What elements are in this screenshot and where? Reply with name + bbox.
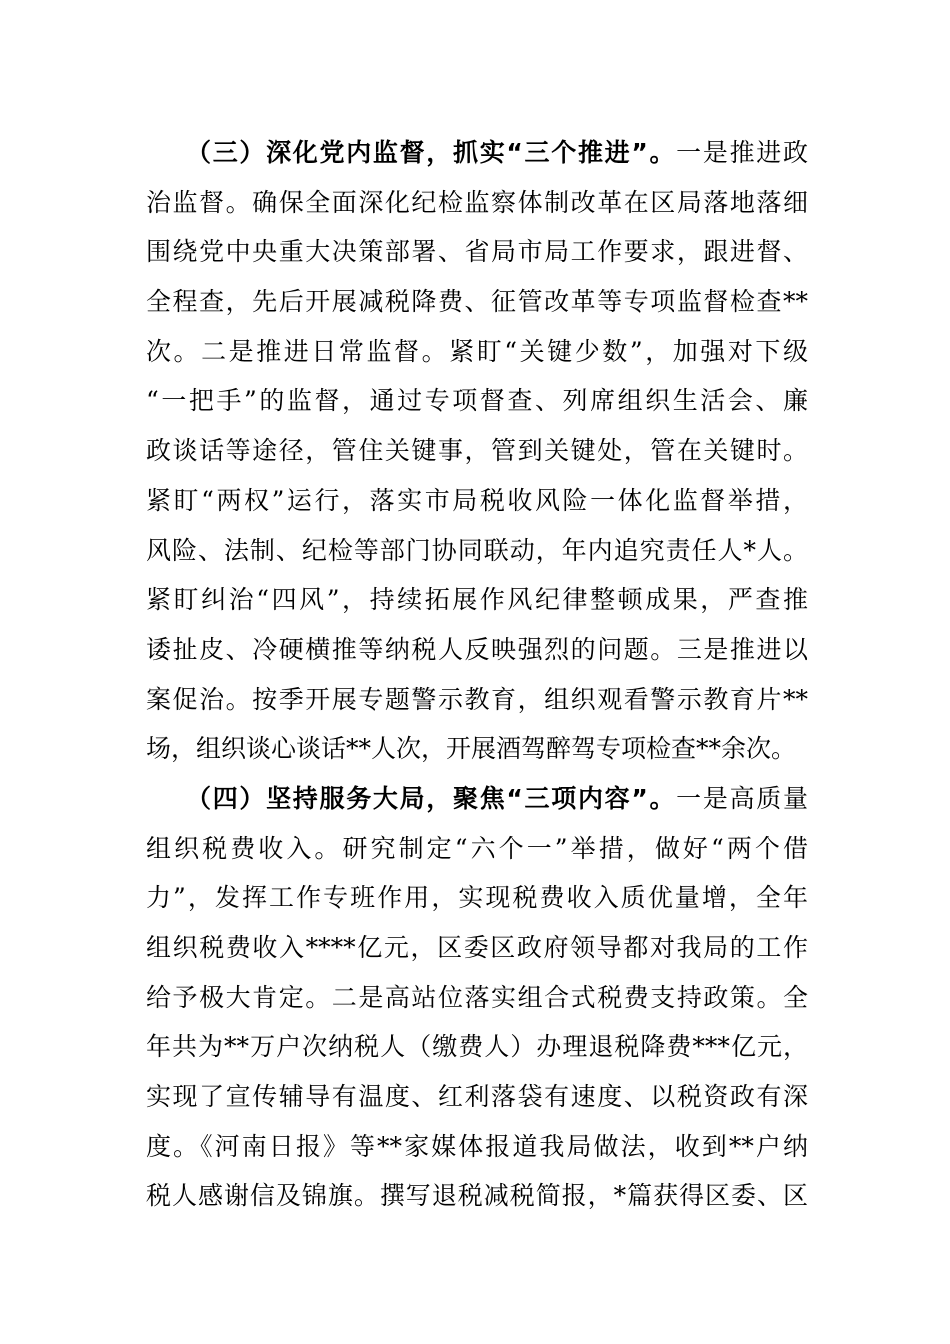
paragraph-line: 紧盯“两权”运行，落实市局税收风险一体化监督举措， [146, 485, 808, 515]
paragraph-line: 税人感谢信及锦旗。撰写退税减税简报，*篇获得区委、区 [146, 1181, 808, 1211]
section-4-heading: （四）坚持服务大局，聚焦“三项内容”。 [186, 783, 677, 813]
section-4-paragraph [146, 774, 808, 1221]
paragraph-line: 度。《河南日报》等**家媒体报道我局做法，收到**户纳 [146, 1131, 808, 1161]
section-4-line-start: 一是高质量 [676, 783, 808, 813]
paragraph-line [146, 128, 808, 178]
document-body [146, 128, 808, 1221]
paragraph-line: 诿扯皮、冷硬横推等纳税人反映强烈的问题。三是推进以 [146, 634, 808, 664]
paragraph-line: 紧盯纠治“四风”，持续拓展作风纪律整顿成果，严查推 [146, 585, 808, 615]
section-3-paragraph [146, 128, 808, 774]
paragraph-line: 案促治。按季开展专题警示教育，组织观看警示教育片** [146, 684, 808, 714]
paragraph-line: “一把手”的监督，通过专项督查、列席组织生活会、廉 [146, 386, 808, 416]
section-3-heading: （三）深化党内监督，抓实“三个推进”。 [186, 138, 677, 167]
paragraph-line: 全程查，先后开展减税降费、征管改革等专项监督检查** [146, 287, 808, 317]
paragraph-line: 组织税费收入。研究制定“六个一”举措，做好“两个借 [146, 833, 808, 863]
paragraph-line: 次。二是推进日常监督。紧盯“关键少数”，加强对下级 [146, 336, 808, 366]
paragraph-line: 给予极大肯定。二是高站位落实组合式税费支持政策。全 [146, 982, 808, 1012]
paragraph-line: 风险、法制、纪检等部门协同联动，年内追究责任人*人。 [146, 535, 808, 565]
paragraph-line: 政谈话等途径，管住关键事，管到关键处，管在关键时。 [146, 436, 808, 466]
paragraph-line: 场，组织谈心谈话**人次，开展酒驾醉驾专项检查**余次。 [146, 734, 797, 764]
paragraph-line: 围绕党中央重大决策部署、省局市局工作要求，跟进督、 [146, 237, 808, 267]
paragraph-line [146, 774, 808, 824]
paragraph-line: 实现了宣传辅导有温度、红利落袋有速度、以税资政有深 [146, 1082, 808, 1112]
paragraph-line: 组织税费收入****亿元，区委区政府领导都对我局的工作 [146, 933, 808, 962]
paragraph-line: 年共为**万户次纳税人（缴费人）办理退税降费***亿元， [146, 1032, 808, 1062]
section-3-line-start: 一是推进政 [676, 138, 808, 167]
paragraph-line: 力”，发挥工作专班作用，实现税费收入质优量增，全年 [146, 883, 808, 913]
paragraph-line: 治监督。确保全面深化纪检监察体制改革在区局落地落细 [146, 187, 808, 217]
